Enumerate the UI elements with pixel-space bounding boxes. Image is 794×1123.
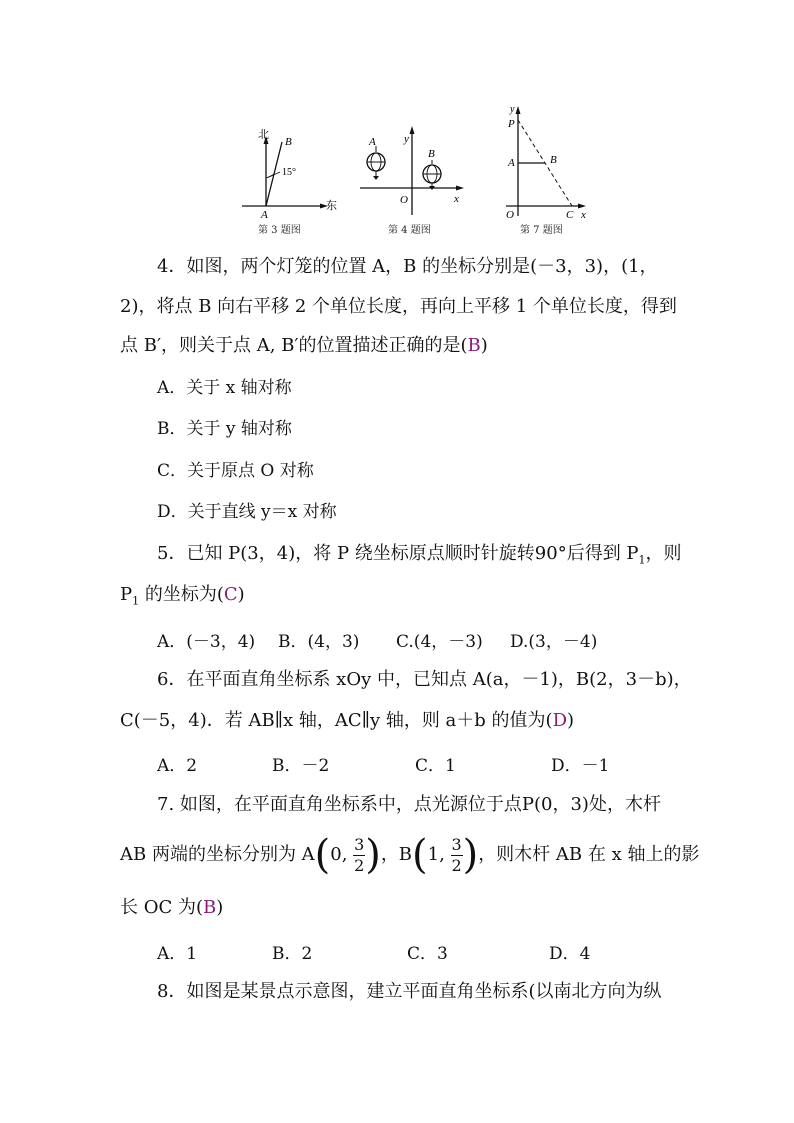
q7-paren-close-a: ) bbox=[365, 832, 381, 878]
q4-option-b: B．关于 y 轴对称 bbox=[157, 419, 292, 439]
q5-option-d: D.(3，－4) bbox=[510, 632, 598, 652]
q5-line1 bbox=[157, 543, 682, 572]
q7-option-d: D．4 bbox=[549, 944, 591, 964]
q7-frac-b-num: 3 bbox=[451, 834, 462, 854]
q5-sub2: 1 bbox=[132, 594, 140, 608]
fig4-axis-y: y bbox=[404, 133, 409, 145]
q7-b-x: 1, bbox=[427, 844, 445, 865]
q7-stem-end: ，则木杆 AB 在 x 轴上的影 bbox=[478, 844, 700, 865]
q5-line2 bbox=[120, 584, 245, 613]
figure-7 bbox=[496, 100, 596, 240]
fig4-label-b: B bbox=[428, 148, 435, 160]
q4-close: ) bbox=[480, 335, 488, 356]
q6-line1: 6．在平面直角坐标系 xOy 中，已知点 A(a，－1)，B(2，3－b)， bbox=[157, 669, 692, 690]
q7-answer: B bbox=[203, 897, 217, 918]
q4-line3 bbox=[120, 335, 488, 357]
fig4-label-a: A bbox=[369, 136, 376, 148]
fig3-point-a: A bbox=[261, 209, 268, 220]
q5-option-c: C.(4，－3) bbox=[396, 632, 483, 652]
q7-line1: 7. 如图，在平面直角坐标系中，点光源位于点P(0，3)处，木杆 bbox=[157, 794, 661, 815]
fig4-axis-x: x bbox=[454, 193, 459, 205]
q6-option-a: A．2 bbox=[157, 756, 198, 776]
q5-close: ) bbox=[237, 584, 245, 605]
fig7-p: P bbox=[508, 118, 515, 130]
q7-paren-close-b: ) bbox=[462, 832, 479, 878]
fig7-axis-x: x bbox=[581, 209, 586, 220]
q7-frac-b-den: 2 bbox=[451, 855, 462, 875]
q7-frac-a-num: 3 bbox=[354, 834, 365, 854]
lantern-a-icon bbox=[367, 146, 385, 180]
q5-option-a: A．(－3，4) bbox=[157, 632, 256, 652]
q6-answer: D bbox=[552, 710, 567, 731]
lantern-b-icon bbox=[423, 160, 441, 190]
q6-line2 bbox=[120, 710, 574, 732]
q4-option-c: C．关于原点 O 对称 bbox=[157, 461, 314, 481]
fig4-origin: O bbox=[400, 194, 408, 206]
figures-row bbox=[0, 100, 794, 240]
q8-line1: 8．如图是某景点示意图，建立平面直角坐标系(以南北方向为纵 bbox=[157, 981, 662, 1002]
q4-line1: 4．如图，两个灯笼的位置 A，B 的坐标分别是(－3，3)，(1， bbox=[157, 256, 658, 277]
q7-line3 bbox=[120, 897, 223, 919]
fig7-caption: 第 7 题图 bbox=[520, 225, 563, 236]
figure-3 bbox=[238, 100, 338, 240]
figure-7-diagram bbox=[496, 100, 596, 220]
q5-stem2: 的坐标为( bbox=[139, 584, 224, 605]
fig4-caption: 第 4 题图 bbox=[388, 225, 431, 236]
q7-option-a: A．1 bbox=[157, 944, 198, 964]
q7-close: ) bbox=[216, 897, 224, 918]
q7-sep: ，B bbox=[380, 844, 413, 865]
q4-answer: B bbox=[467, 335, 481, 356]
q7-frac-a-den: 2 bbox=[354, 855, 365, 875]
fig3-north: 北 bbox=[258, 129, 269, 141]
fig3-east: 东 bbox=[326, 200, 337, 212]
q5-stem-end: ，则 bbox=[645, 543, 682, 564]
fig7-a: A bbox=[508, 157, 515, 169]
figure-4-diagram bbox=[360, 100, 475, 220]
q7-paren-open-a: ( bbox=[314, 832, 331, 878]
q7-stem3: 长 OC 为( bbox=[120, 897, 203, 918]
q7-frac-b bbox=[451, 834, 463, 875]
fig7-axis-y: y bbox=[510, 104, 515, 115]
fig3-angle: 15° bbox=[282, 167, 296, 178]
q6-close: ) bbox=[567, 710, 575, 731]
q5-sub1: 1 bbox=[638, 553, 646, 567]
q7-a-x: 0, bbox=[330, 844, 348, 865]
q6-option-d: D．－1 bbox=[551, 756, 610, 776]
q4-option-a: A．关于 x 轴对称 bbox=[157, 378, 292, 398]
q4-option-d: D．关于直线 y＝x 对称 bbox=[157, 502, 337, 522]
fig7-origin: O bbox=[506, 209, 514, 220]
fig7-c: C bbox=[566, 209, 574, 220]
q5-stem: 5．已知 P(3，4)，将 P 绕坐标原点顺时针旋转90°后得到 P bbox=[157, 543, 639, 564]
q7-option-b: B．2 bbox=[272, 944, 313, 964]
q5-option-b: B．(4，3) bbox=[278, 632, 360, 652]
q7-paren-open-b: ( bbox=[412, 832, 428, 878]
fig3-caption: 第 3 题图 bbox=[258, 225, 301, 236]
q7-line2 bbox=[120, 832, 699, 880]
figure-4 bbox=[360, 100, 475, 240]
fig7-b: B bbox=[550, 154, 557, 166]
figure-3-diagram bbox=[238, 100, 338, 220]
q6-option-b: B．－2 bbox=[272, 756, 330, 776]
q7-stem: AB 两端的坐标分别为 A bbox=[120, 844, 315, 865]
q5-p: P bbox=[120, 584, 133, 605]
fig3-point-b: B bbox=[285, 136, 292, 148]
q6-stem: C(－5，4)．若 AB∥x 轴，AC∥y 轴，则 a＋b 的值为( bbox=[120, 710, 553, 731]
q4-stem-end: 点 B′，则关于点 A, B′的位置描述正确的是( bbox=[120, 335, 468, 356]
q7-frac-a bbox=[353, 834, 365, 875]
q6-option-c: C．1 bbox=[415, 756, 456, 776]
q5-answer: C bbox=[223, 584, 238, 605]
q4-line2: 2)，将点 B 向右平移 2 个单位长度，再向上平移 1 个单位长度，得到 bbox=[120, 296, 677, 317]
q7-option-c: C．3 bbox=[407, 944, 448, 964]
